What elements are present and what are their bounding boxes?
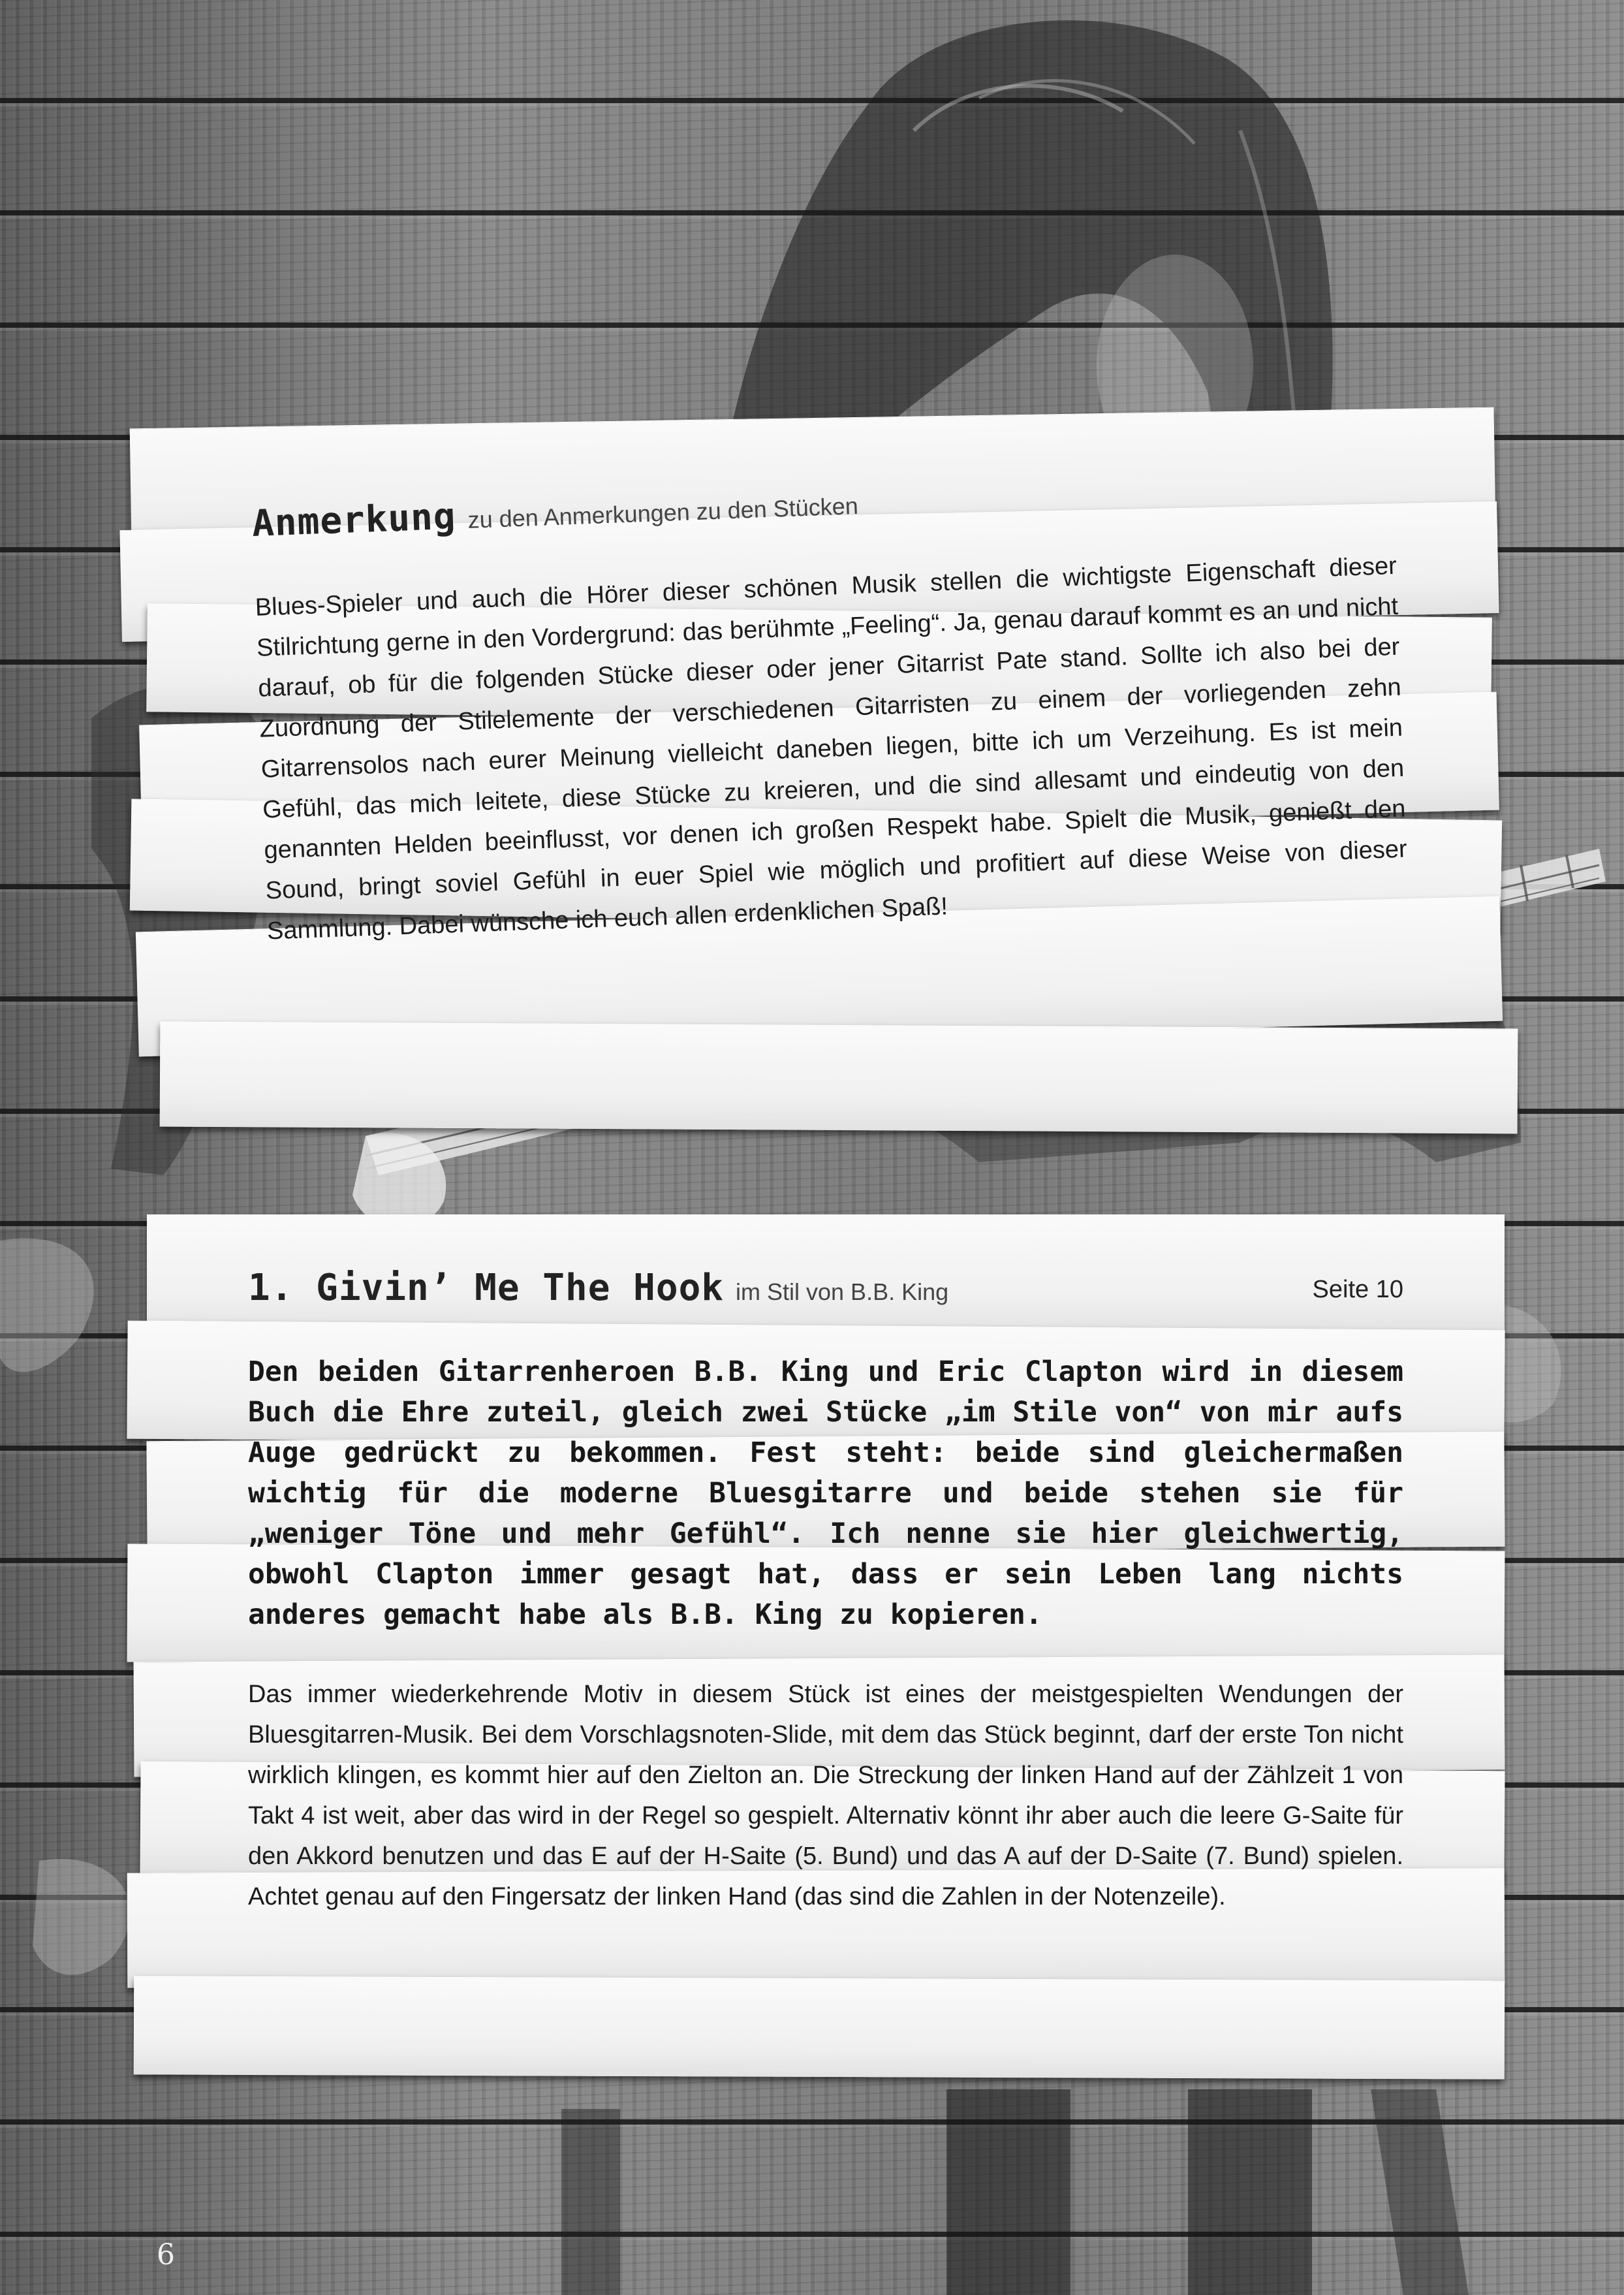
page-number: 6 [157, 2238, 175, 2271]
song-style: im Stil von B.B. King [736, 1278, 949, 1305]
note-text-block [251, 461, 1409, 952]
note-subtitle: zu den Anmerkungen zu den Stücken [467, 492, 859, 533]
paper-strip [134, 1976, 1505, 2079]
song-intro-handwritten: Den beiden Gitarrenheroen B.B. King und Eric Clapton wird in diesem Buch die Ehre zuteil, gleich zwei Stücke „im Stile von“ von mir aufs Auge gedrückt zu bekommen. Fest steht: beide sind gleichermaßen wichtig für die moderne Bluesgitarre und beide stehen sie für „weniger Töne und mehr Gefühl“. Ich nenne sie hier gleichwertig, obwohl Clapton immer gesagt hat, dass er sein Leben lang nichts anderes gemacht habe als B.B. King zu kopieren. [248, 1355, 1403, 1631]
song-title: 1. Givin’ Me The Hook [248, 1267, 725, 1309]
page-reference: Seite 10 [1312, 1276, 1403, 1303]
paper-strip [160, 1022, 1518, 1134]
song-text-block [248, 1267, 1403, 1917]
song-description: Das immer wiederkehrende Motiv in diesem Stück ist eines der meistgespielten Wendungen der Bluesgitarren-Musik. Bei dem Vorschlagsnoten-Slide, mit dem das Stück beginnt, darf der erste Ton nicht wirklich klingen, es kommt hier auf den Zielton an. Die Streckung der linken Hand auf der Zählzeit 1 von Takt 4 ist weit, aber das wird in der Regel so gespielt. Alternativ könnt ihr aber auch die leere G-Saite für den Akkord benutzen und das E auf der H-Saite (5. Bund) und das A auf der D-Saite (7. Bund) spielen. Achtet genau auf den Fingersatz der linken Hand (das sind die Zahlen in der Notenzeile). [248, 1681, 1403, 1910]
note-paragraph: Blues-Spieler und auch die Hörer dieser schönen Musik stellen die wichtigste Eigenschaft dieser Stilrichtung gerne in den Vordergrund: das berühmte „Feeling“. Ja, genau darauf kommt es an und nicht darauf, ob für die folgenden Stücke dieser oder jener Gitarrist Pate stand. Sollte ich also bei der Zuordnung der Stilelemente der verschiedenen Gitarristen zu einem der vorliegenden zehn Gitarrensolos nach eurer Meinung vielleicht daneben liegen, bitte ich um Verzeihung. Es ist mein Gefühl, das mich leitete, diese Stücke zu kreieren, und die sind allesamt und eindeutig von den genannten Helden beeinflusst, vor denen ich großen Respekt habe. Spielt die Musik, genießt den Sound, bringt soviel Gefühl in euer Spiel wie möglich und profitiert auf diese Weise von dieser Sammlung. Dabei wünsche ich euch allen erdenklichen Spaß! [255, 552, 1408, 945]
note-title: Anmerkung [251, 495, 457, 545]
